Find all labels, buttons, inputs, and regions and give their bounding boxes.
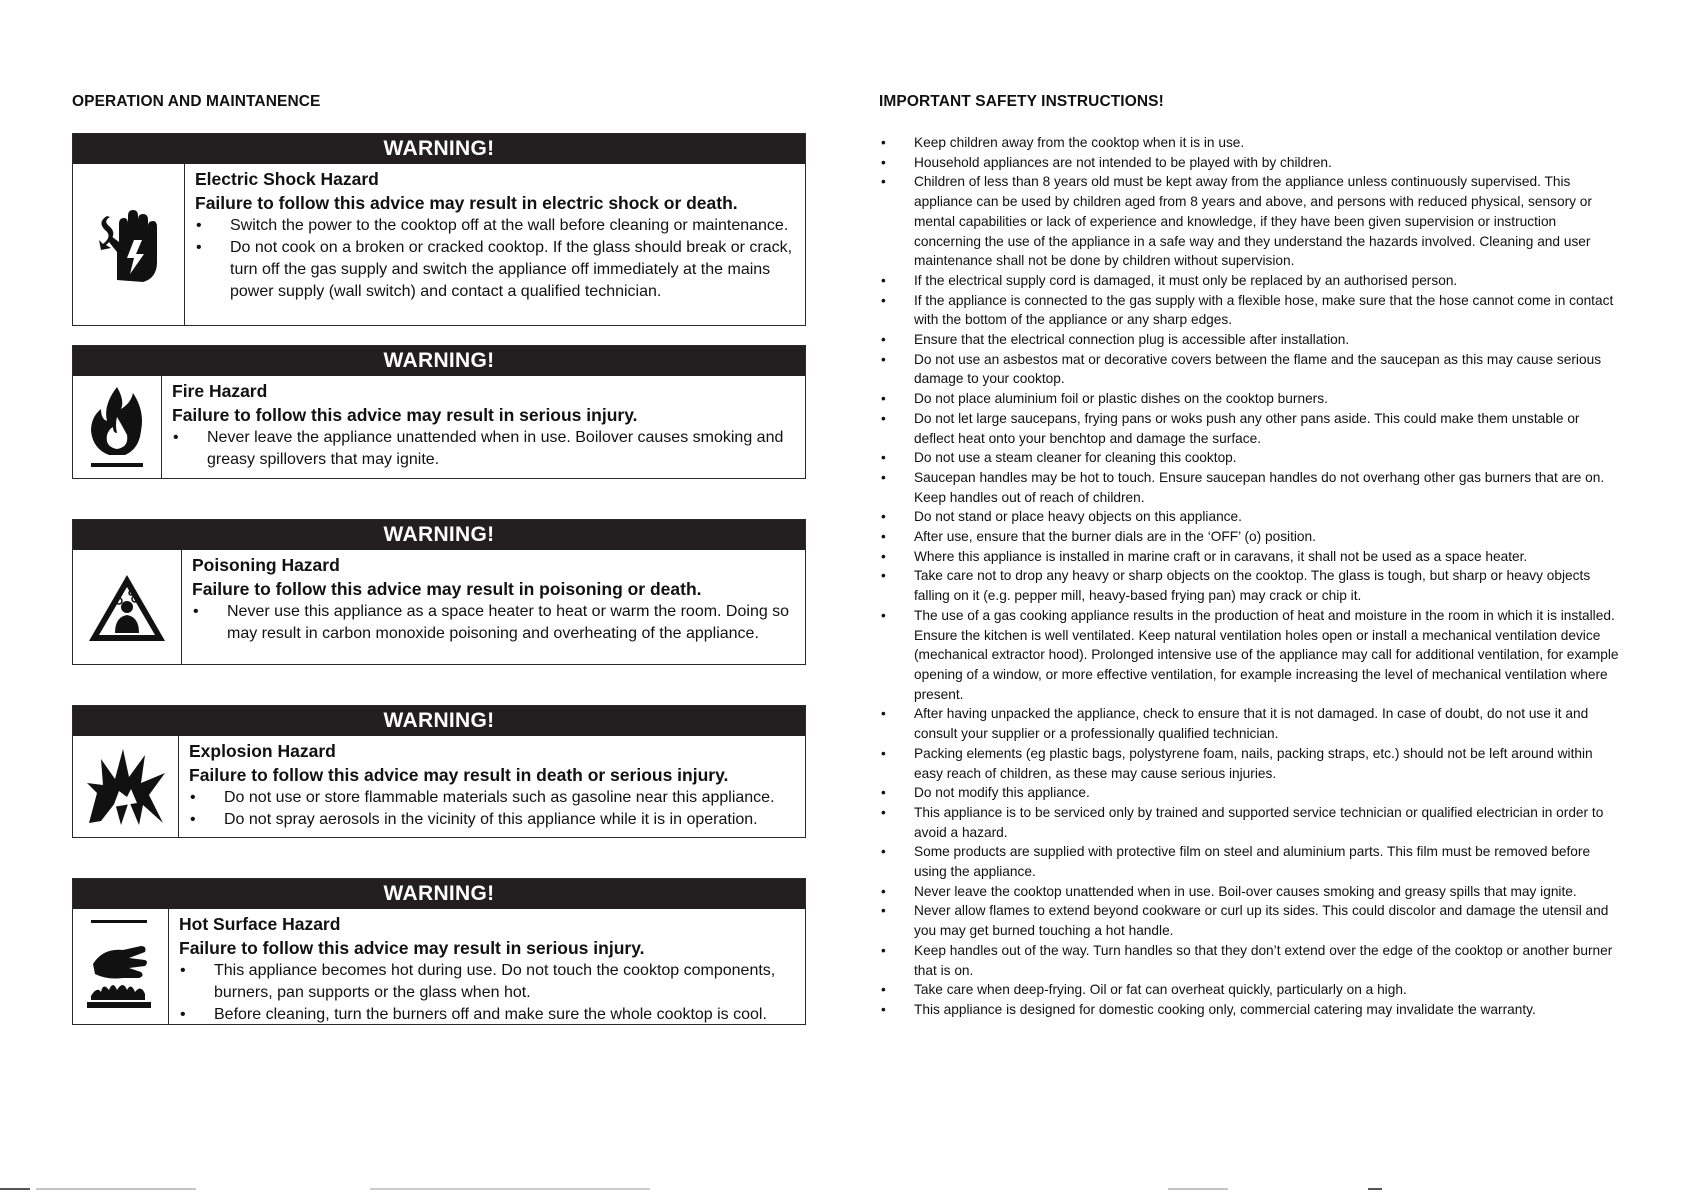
warning-header: WARNING!	[73, 520, 805, 550]
list-item: • If the appliance is connected to the gas supply with a flexible hose, make sure that the hose cannot come in contact with the bottom of the appliance or any sharp edges.	[879, 291, 1621, 330]
safety-instructions-list	[879, 133, 1621, 1020]
warning-header: WARNING!	[73, 706, 805, 736]
warning-list-item: • Before cleaning, turn the burners off and make sure the whole cooktop is cool.	[179, 1004, 799, 1026]
scan-mark	[36, 1188, 196, 1190]
scan-edge-artifacts	[0, 1184, 1685, 1192]
warning-box-poisoning	[72, 519, 806, 665]
warning-list	[189, 787, 799, 831]
warning-header: WARNING!	[73, 346, 805, 376]
hazard-consequence: Failure to follow this advice may result in serious injury.	[179, 938, 645, 958]
list-item: • This appliance is designed for domestic cooking only, commercial catering may invalidate the warranty.	[879, 1000, 1621, 1020]
hazard-title: Fire Hazard	[172, 381, 268, 401]
warning-box-fire	[72, 345, 806, 479]
warning-box-explosion	[72, 705, 806, 838]
hazard-consequence: Failure to follow this advice may result in electric shock or death.	[195, 193, 738, 213]
hot-surface-icon	[73, 909, 169, 1025]
list-item: • Never leave the cooktop unattended when in use. Boil-over causes smoking and greasy spills that may ignite.	[879, 882, 1621, 902]
list-item: • Ensure that the electrical connection plug is accessible after installation.	[879, 330, 1621, 350]
warning-header: WARNING!	[73, 134, 805, 164]
list-item: • Some products are supplied with protective film on steel and aluminium parts. This film must be removed before using the appliance.	[879, 842, 1621, 881]
warning-list	[172, 427, 799, 471]
list-item: • This appliance is to be serviced only by trained and supported service technician or qualified electrician in order to avoid a hazard.	[879, 803, 1621, 842]
hazard-consequence: Failure to follow this advice may result in serious injury.	[172, 405, 638, 425]
list-item: • Do not stand or place heavy objects on this appliance.	[879, 507, 1621, 527]
list-item: • After use, ensure that the burner dials are in the ‘OFF’ (o) position.	[879, 527, 1621, 547]
list-item: • After having unpacked the appliance, check to ensure that it is not damaged. In case of doubt, do not use it and consult your supplier or a professionally qualified technician.	[879, 704, 1621, 743]
electric-shock-icon	[73, 164, 185, 326]
list-item: • Saucepan handles may be hot to touch. Ensure saucepan handles do not overhang other gas burners that are on. Keep handles out of reach of children.	[879, 468, 1621, 507]
scan-mark	[1168, 1188, 1228, 1190]
warning-list-item: • Do not spray aerosols in the vicinity of this appliance while it is in operation.	[189, 809, 799, 831]
hazard-consequence: Failure to follow this advice may result in death or serious injury.	[189, 765, 729, 785]
list-item: • Household appliances are not intended to be played with by children.	[879, 153, 1621, 173]
warning-list-item: • Do not use or store flammable materials such as gasoline near this appliance.	[189, 787, 799, 809]
section-heading-operation: OPERATION AND MAINTANENCE	[72, 93, 321, 110]
scan-mark	[1368, 1188, 1382, 1190]
list-item: • Do not use an asbestos mat or decorative covers between the flame and the saucepan as this may cause serious damage to your cooktop.	[879, 350, 1621, 389]
hazard-title: Explosion Hazard	[189, 741, 336, 761]
list-item: • Keep handles out of the way. Turn handles so that they don’t extend over the edge of the cooktop or another burner that is on.	[879, 941, 1621, 980]
warning-list-item: • This appliance becomes hot during use. Do not touch the cooktop components, burners, pan supports or the glass when hot.	[179, 960, 799, 1004]
explosion-hazard-icon	[73, 736, 179, 838]
list-item: • Do not place aluminium foil or plastic dishes on the cooktop burners.	[879, 389, 1621, 409]
warning-list	[179, 960, 799, 1026]
list-item: • Do not modify this appliance.	[879, 783, 1621, 803]
warning-header: WARNING!	[73, 879, 805, 909]
scan-mark	[0, 1188, 30, 1190]
list-item: • Take care not to drop any heavy or sharp objects on the cooktop. The glass is tough, but sharp or heavy objects falling on it (e.g. pepper mill, heavy-based frying pan) may crack or chip it.	[879, 566, 1621, 605]
scan-mark	[370, 1188, 650, 1190]
list-item: • Where this appliance is installed in marine craft or in caravans, it shall not be used as a space heater.	[879, 547, 1621, 567]
warning-list-item: • Never leave the appliance unattended when in use. Boilover causes smoking and greasy spillovers that may ignite.	[172, 427, 799, 471]
list-item: • The use of a gas cooking appliance results in the production of heat and moisture in the room in which it is installed. Ensure the kitchen is well ventilated. Keep natural ventilation holes open or install a mechanical ventilation device (mechanical extractor hood). Prolonged intensive use of the appliance may call for additional ventilation, for example opening of a window, or more effective ventilation, for example increasing the level of mechanical ventilation where present.	[879, 606, 1621, 705]
warning-list	[192, 601, 799, 645]
hazard-title: Hot Surface Hazard	[179, 914, 341, 934]
list-item: • Packing elements (eg plastic bags, polystyrene foam, nails, packing straps, etc.) should not be left around within easy reach of children, as these may cause serious injuries.	[879, 744, 1621, 783]
list-item: • Children of less than 8 years old must be kept away from the appliance unless continuously supervised. This appliance can be used by children aged from 8 years and above, and persons with reduced physical, sensory or mental capabilities or lack of experience and knowledge, if they have been given supervision or instruction concerning the use of the appliance in a safe way and they understand the hazards involved. Cleaning and user maintenance shall not be done by children without supervision.	[879, 172, 1621, 271]
warning-list	[195, 215, 799, 303]
section-heading-safety: IMPORTANT SAFETY INSTRUCTIONS!	[879, 93, 1164, 110]
warning-list-item: • Switch the power to the cooktop off at the wall before cleaning or maintenance.	[195, 215, 799, 237]
hazard-consequence: Failure to follow this advice may result in poisoning or death.	[192, 579, 702, 599]
warning-box-electric-shock	[72, 133, 806, 326]
list-item: • Take care when deep-frying. Oil or fat can overheat quickly, particularly on a high.	[879, 980, 1621, 1000]
warning-list-item: • Do not cook on a broken or cracked cooktop. If the glass should break or crack, turn off the gas supply and switch the appliance off immediately at the mains power supply (wall switch) and contact a qualified technician.	[195, 237, 799, 303]
list-item: • Do not let large saucepans, frying pans or woks push any other pans aside. This could make them unstable or deflect heat onto your benchtop and damage the surface.	[879, 409, 1621, 448]
list-item: • If the electrical supply cord is damaged, it must only be replaced by an authorised person.	[879, 271, 1621, 291]
poisoning-hazard-icon	[73, 550, 182, 665]
fire-hazard-icon	[73, 376, 162, 479]
list-item: • Do not use a steam cleaner for cleaning this cooktop.	[879, 448, 1621, 468]
hazard-title: Poisoning Hazard	[192, 555, 340, 575]
warning-box-hot-surface	[72, 878, 806, 1025]
list-item: • Keep children away from the cooktop when it is in use.	[879, 133, 1621, 153]
hazard-title: Electric Shock Hazard	[195, 169, 379, 189]
list-item: • Never allow flames to extend beyond cookware or curl up its sides. This could discolor and damage the utensil and you may get burned touching a hot handle.	[879, 901, 1621, 940]
warning-list-item: • Never use this appliance as a space heater to heat or warm the room. Doing so may result in carbon monoxide poisoning and overheating of the appliance.	[192, 601, 799, 645]
